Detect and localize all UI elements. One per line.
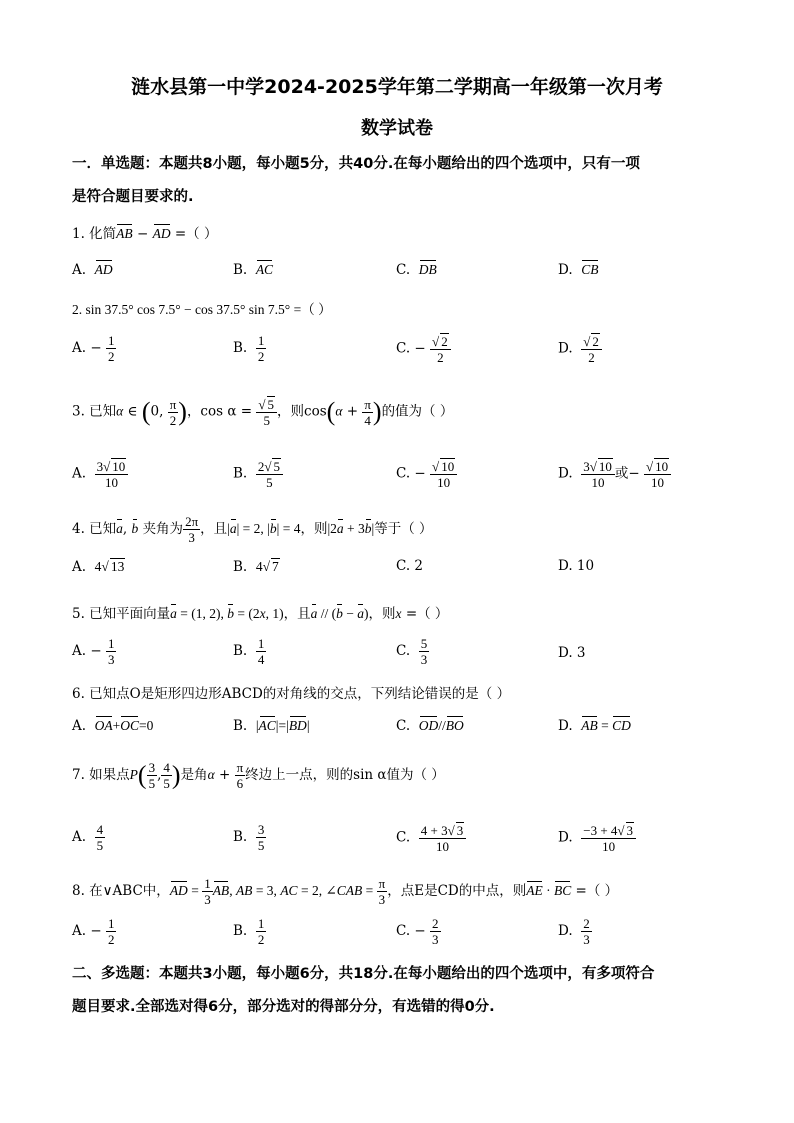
question-7-stem: 7. 如果点P( $\frac{3}{5}$ , $\frac{4}{5}$ )是角α + $\frac{\pi}{6}$ 终边上一点，则的sin α值为（ ） <box>72 760 445 791</box>
section2-instruction-line1: 二、多选题：本题共3小题，每小题6分，共18分.在每小题给出的四个选项中，有多项符合 <box>72 966 655 982</box>
q2-option-d: D. $\frac{√ 2}{2}$ <box>558 333 602 365</box>
section2-instruction-line2: 题目要求.全部选对得6分，部分选对的得部分分，有选错的得0分. <box>72 999 495 1015</box>
q3-option-c: C. − $\frac{√ 10}{10}$ <box>396 458 457 490</box>
q5-option-a: A. − $\frac{1}{3}$ <box>72 636 115 667</box>
question-1-stem: 1. 化简AB − AD =（ ） <box>72 226 218 242</box>
q2-option-a: A. − $\frac{1}{2}$ <box>72 333 115 364</box>
question-3-stem: 3. 已知α ∈ (0, $\frac{\pi}{2}$ )，cos α = $\frac{√ 5}{5}$ ，则cos(α + $\frac{\pi}{4}$ )的值为（ ） <box>72 396 454 428</box>
question-8-stem: 8. 在∨ABC中，AD = $\frac{1}{3}$ AB, AB = 3, AC = 2, ∠CAB = $\frac{\pi}{3}$ ，点E是CD的中点，则AE · BC =（ ） <box>72 876 619 907</box>
q1-option-a: A. AD <box>72 262 113 278</box>
q5-option-c: C. $\frac{5}{3}$ <box>396 636 428 667</box>
q6-option-c: C. OD//BO <box>396 718 464 734</box>
q4-option-a: A. 4√ 13 <box>72 559 125 575</box>
q3-option-a: A. $\frac{3√ 10}{10}$ <box>72 458 128 490</box>
q4-option-d: D. 10 <box>558 558 595 574</box>
q8-option-a: A. − $\frac{1}{2}$ <box>72 916 115 947</box>
q8-option-c: C. − $\frac{2}{3}$ <box>396 916 439 947</box>
q7-option-b: B. $\frac{3}{5}$ <box>233 822 265 853</box>
q6-option-d: D. AB = CD <box>558 718 631 734</box>
q8-option-b: B. $\frac{1}{2}$ <box>233 916 265 947</box>
q7-option-d: D. $\frac{-3 + 4√ 3}{10}$ <box>558 822 636 854</box>
q3-option-b: B. $\frac{2√ 5}{5}$ <box>233 458 283 490</box>
q6-option-b: B. |AC|=|BD| <box>233 718 310 734</box>
q8-option-d: D. $\frac{2}{3}$ <box>558 916 590 947</box>
q1-option-b: B. AC <box>233 262 274 278</box>
q4-option-c: C. 2 <box>396 558 424 574</box>
q5-option-b: B. $\frac{1}{4}$ <box>233 636 265 667</box>
section1-instruction-line1: 一．单选题：本题共8小题，每小题5分，共40分.在每小题给出的四个选项中，只有一项 <box>72 156 640 172</box>
question-6-stem: 6. 已知点O是矩形四边形ABCD的对角线的交点，下列结论错误的是（ ） <box>72 686 511 702</box>
q2-option-c: C. − $\frac{√ 2}{2}$ <box>396 333 451 365</box>
q3-option-d: D. $\frac{3√ 10}{10}$ 或− $\frac{√ 10}{10}$ <box>558 458 671 490</box>
q5-option-d: D. 3 <box>558 645 586 661</box>
q4-option-b: B. 4√ 7 <box>233 559 279 575</box>
page-title: 涟水县第一中学2024-2025学年第二学期高一年级第一次月考 <box>131 76 663 98</box>
q7-option-a: A. $\frac{4}{5}$ <box>72 822 104 853</box>
question-2-stem: 2. sin 37.5° cos 7.5° − cos 37.5° sin 7.5° =（ ） <box>72 302 332 317</box>
q7-option-c: C. $\frac{4 + 3√ 3}{10}$ <box>396 822 466 854</box>
question-4-stem: 4. 已知a, b 夹角为 $\frac{2\pi}{3}$ ，且|a| = 2, |b| = 4，则|2a + 3b|等于（ ） <box>72 514 433 545</box>
page-subtitle: 数学试卷 <box>361 118 433 139</box>
q1-option-c: C. DB <box>396 262 437 278</box>
q6-option-a: A. OA+OC=0 <box>72 718 154 734</box>
section1-instruction-line2: 是符合题目要求的. <box>72 189 194 205</box>
question-5-stem: 5. 已知平面向量a = (1, 2), b = (2x, 1)，且a // (b − a)，则x =（ ） <box>72 606 449 622</box>
q2-option-b: B. $\frac{1}{2}$ <box>233 333 265 364</box>
q1-option-d: D. CB <box>558 262 599 278</box>
